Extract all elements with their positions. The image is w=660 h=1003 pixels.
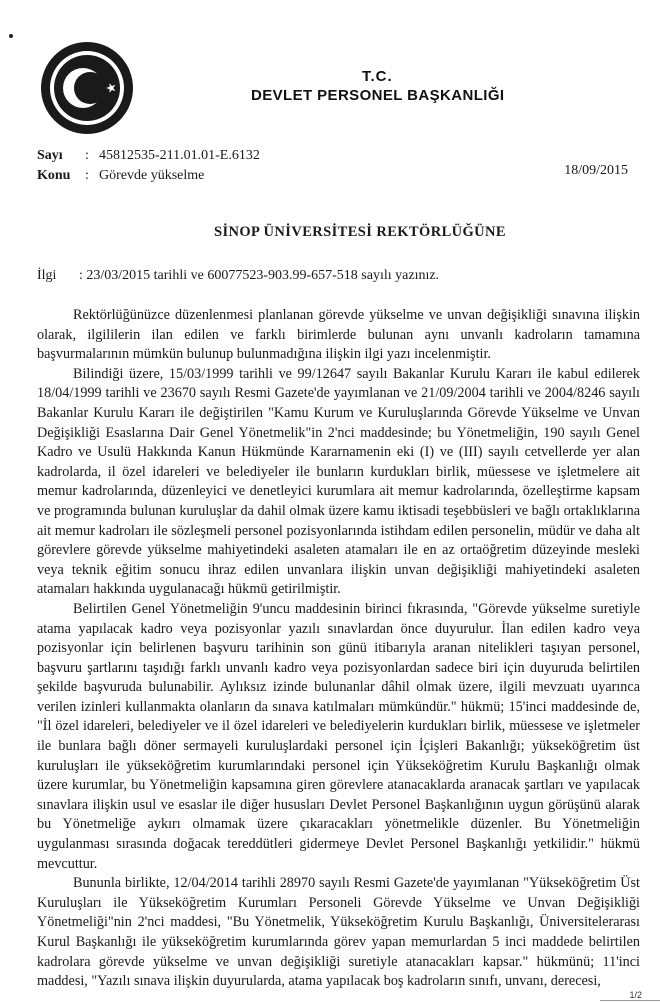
scan-mark (9, 34, 13, 38)
sayi-value: 45812535-211.01.01-E.6132 (99, 148, 260, 163)
footer-rule (600, 1000, 660, 1001)
sayi-label: Sayı (37, 148, 63, 163)
letter-body (37, 306, 640, 992)
page-number: 1/2 (629, 990, 642, 1000)
letterhead (251, 68, 600, 106)
paragraph-4: Bununla birlikte, 12/04/2014 tarihli 28970 sayılı Resmi Gazete'de yayımlanan "Yükseköğretim Üst Kuruluşları ile Yükseköğretim Kurumları Personeli Görevde Yükselme ve Unvan Değişikliği Yönetmeliği"nin 2'nci maddesi, "Bu Yönetmelik, Yükseköğretim Kurulu Başkanlığı, Üniversitelerarası Kurul Başkanlığı ile yükseköğretim kurumlarında görev yapan memurlardan 5 inci maddede belirtilen kadrolara görevde yükselme ve unvan değişikliği suretiyle atanacakları kapsar." hükmünü; 11'inci maddesi, "Yazılı sınava ilişkin duyurularda, atama yapılacak boş kadroların sınıfı, unvanı, derecesi, (37, 875, 640, 990)
paragraph-3: Belirtilen Genel Yönetmeliğin 9'uncu maddesinin birinci fıkrasında, "Görevde yükselme suretiyle atama yapılacak kadro veya pozisyonlar yazılı sınavlardan önce duyurulur. İlan edilen kadro veya pozisyonlar için belirlenen başvuru tarihinin son günü itibarıyla aranan nitelikleri taşıyan personel, başvuru şartlarını taşıdığı farklı unvanlı kadro veya pozisyonlardan sadece biri için duyuruda belirtilen şekilde başvuruda bulunabilir. Aylıksız izinde bulunanlar dâhil olmak üzere, ilgili mevzuatı uyarınca verilen izinleri kullanmakta olanların da sınava katılmaları mümkündür." hükmü; 15'inci maddesinde de, "İl özel idareleri, belediyeler ve il özel idareleri ve belediyelerin kurdukları birlik, müessese ve işletmeler ile bunlara bağlı döner sermayeli kuruluşlardaki personel için İçişleri Bakanlığı; yükseköğretim üst kuruluşları ile yükseköğretim kurumlarındaki personel için Yükseköğretim Kurulu Başkanlığı olmak üzere kurumlar, bu Yönetmeliğin kapsamına giren görevlere atanacaklarda aranacak şartları ve yapılacak sınavlara ilişkin usul ve esaslar ile diğer hususları Devlet Personel Başkanlığının uygun görüşünü alarak bu Yönetmeliğe aykırı olmamak üzere çıkaracakları yönetmelikle düzenler. Bu Yönetmeliğin uygulanması sırasında doğacak tereddütleri gidermeye Devlet Personel Başkanlığı yetkilidir." hükmü mevcuttur. (37, 600, 640, 872)
konu-label: Konu (37, 168, 71, 183)
organization-name: DEVLET PERSONEL BAŞKANLIĞI (251, 87, 505, 104)
reference-number-row: Sayı : 45812535-211.01.01-E.6132 (37, 148, 260, 163)
ilgi-label: İlgi (37, 268, 57, 283)
reference-row: İlgi : 23/03/2015 tarihli ve 60077523-903.99-657-518 sayılı yazınız. (37, 268, 440, 283)
paragraph-2: Bilindiği üzere, 15/03/1999 tarihli ve 99/12647 sayılı Bakanlar Kurulu Kararı ile kabul edilerek 18/04/1999 tarihli ve 23670 sayılı Resmi Gazete'de yayımlanan ve 21/09/2004 tarihli ve 2004/8246 sayılı Bakanlar Kurulu Kararı ile değiştirilen "Kamu Kurum ve Kuruluşlarında Görevde Yükselme ve Unvan Değişikliği Esaslarına Dair Genel Yönetmelik"in 2'nci maddesinde; bu Yönetmeliğin, 190 sayılı Genel Kadro ve Usulü Hakkında Kanun Hükmünde Kararnamenin eki (I) ve (III) sayılı cetvellerde yer alan kadrolarda, il özel idareleri ve belediyeler ile bunların kurdukları birlik, müessese ve işletmelere ait memur kadrolarında, düzenleyici ve denetleyici kurumlara ait memur kadrolarında, özelleştirme kapsam ve programında bulunan kuruluşlar da dahil olmak üzere kamu iktisadi teşebbüsleri ve bağlı ortaklıklarına ait memur kadroları ile sözleşmeli personel pozisyonlarında istihdam edilen personelin, müdür ve daha alt görevlere görevde yükselme mahiyetindeki asaleten atamaları ile en az ortaöğretim düzeyinde mesleki veya teknik eğitim sonucu ihraz edilen unvanlara ilişkin unvan değişikliği mahiyetindeki asaleten atamaları hakkında uygulanacağı hükmü getirilmiştir. (37, 365, 640, 598)
paragraph-1: Rektörlüğünüzce düzenlenmesi planlanan görevde yükselme ve unvan değişikliği sınavına ilişkin olarak, ilgililerin ilan edilen ve farklı birimlerde bulunan aynı unvanlı kadroların tamamına başvurmalarının mümkün bulunup bulunmadığına ilişkin ilgi yazı incelenmiştir. (37, 307, 640, 363)
crescent-star-emblem-icon (39, 40, 135, 136)
country-label: T.C. (362, 68, 393, 85)
document-date: 18/09/2015 (564, 163, 628, 178)
ilgi-value: 23/03/2015 tarihli ve 60077523-903.99-657-518 sayılı yazınız. (86, 268, 440, 283)
addressee: SİNOP ÜNİVERSİTESİ REKTÖRLÜĞÜNE (214, 224, 506, 240)
subject-row: Konu : Görevde yükselme (37, 168, 205, 183)
konu-value: Görevde yükselme (99, 168, 205, 183)
